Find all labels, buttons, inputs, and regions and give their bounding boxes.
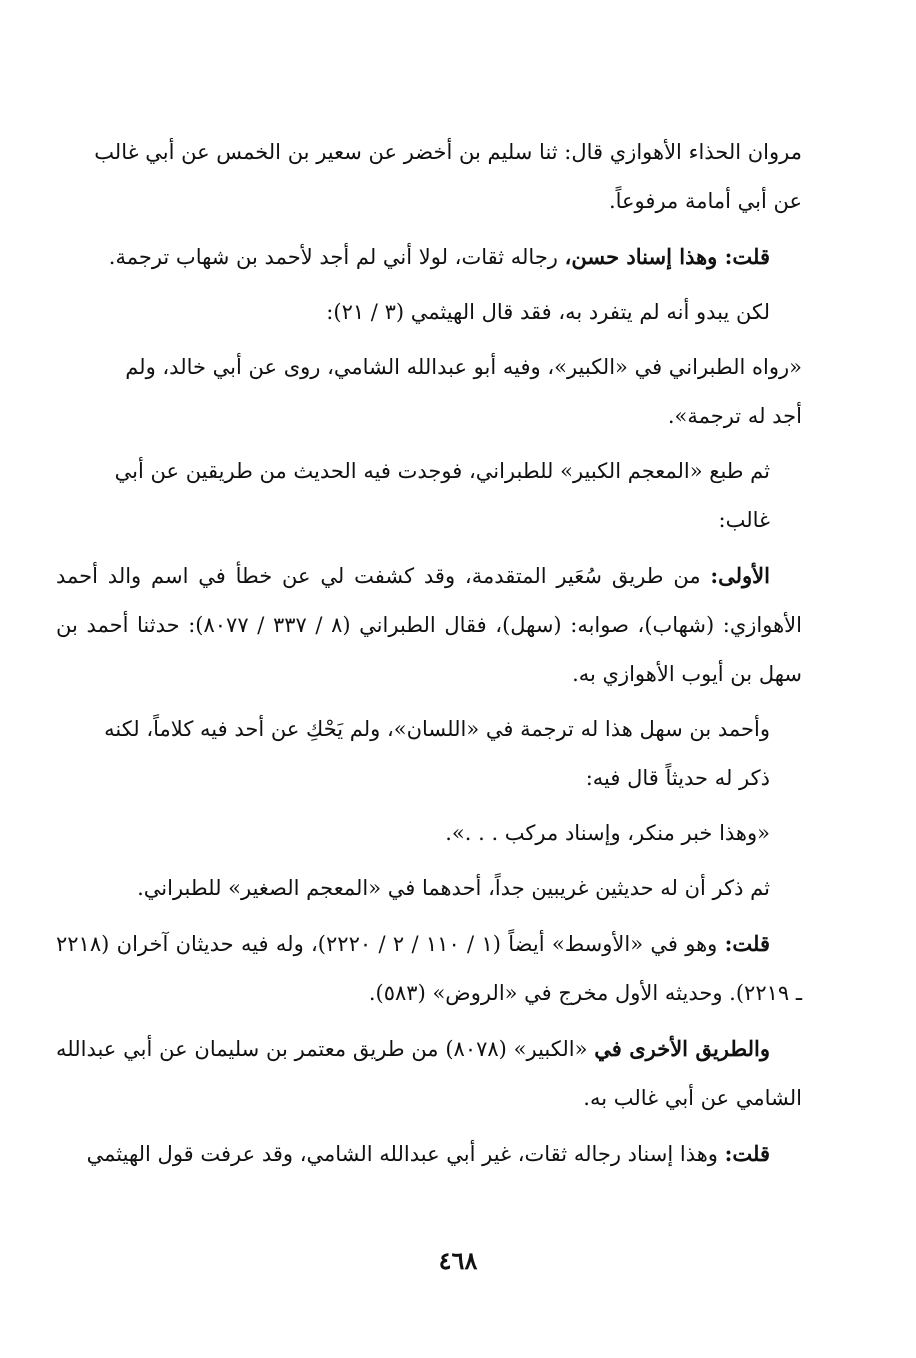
paragraph-line: «رواه الطبراني في «الكبير»، وفيه أبو عبدالله الشامي، روى عن أبي خالد، ولم	[125, 355, 802, 379]
paragraph-11	[56, 1024, 802, 1123]
paragraph-line: وأحمد بن سهل هذا له ترجمة في «اللسان»، ولم يَحْكِ عن أحد فيه كلاماً، لكنه	[104, 717, 770, 741]
paragraph-line: ذكر له حديثاً قال فيه:	[585, 766, 770, 790]
paragraph-2	[56, 232, 802, 282]
page-body-text	[56, 128, 802, 1185]
paragraph-line: أجد له ترجمة».	[667, 404, 802, 428]
bold-lead-text: قلت: وهذا إسناد حسن،	[564, 244, 770, 269]
bold-lead-text: والطريق الأخرى في	[594, 1036, 770, 1061]
paragraph-text: «الكبير» (٨٠٧٨) من طريق معتمر بن سليمان عن أبي عبدالله الشامي عن أبي غالب به.	[56, 1037, 802, 1110]
paragraph-9	[56, 864, 802, 913]
paragraph-text: وهو في «الأوسط» أيضاً (١ / ١١٠ / ٢ / ٢٢٢٠)، وله فيه حديثان آخران (٢٢١٨ ـ ٢٢١٩). وحديثه الأول مخرج في «الروض» (٥٨٣).	[56, 932, 802, 1005]
paragraph-line: لكن يبدو أنه لم يتفرد به، فقد قال الهيثمي (٣ / ٢١):	[326, 300, 770, 324]
bold-lead-text: قلت:	[724, 931, 771, 956]
paragraph-text: رجاله ثقات، لولا أني لم أجد لأحمد بن شهاب ترجمة.	[108, 245, 565, 269]
paragraph-line: ثم ذكر أن له حديثين غريبين جداً، أحدهما في «المعجم الصغير» للطبراني.	[137, 876, 770, 900]
paragraph-8-quote	[56, 809, 802, 858]
paragraph-12	[56, 1129, 802, 1179]
paragraph-line: عن أبي أمامة مرفوعاً.	[608, 189, 802, 213]
paragraph-6	[56, 551, 802, 699]
paragraph-line: غالب:	[718, 508, 770, 532]
bold-lead-text: الأولى:	[710, 563, 770, 588]
paragraph-4-quote	[56, 343, 802, 441]
paragraph-5	[56, 447, 802, 545]
paragraph-line: ثم طبع «المعجم الكبير» للطبراني، فوجدت فيه الحديث من طريقين عن أبي	[114, 459, 770, 483]
paragraph-text: من طريق سُعَير المتقدمة، وقد كشفت لي عن خطأ في اسم والد أحمد الأهوازي: (شهاب)، صوابه: (سهل)، فقال الطبراني (٨ / ٣٣٧ / ٨٠٧٧): حدثنا أحمد بن سهل بن أيوب الأهوازي به.	[56, 564, 802, 686]
paragraph-1	[56, 128, 802, 226]
paragraph-line: مروان الحذاء الأهوازي قال: ثنا سليم بن أخضر عن سعير بن الخمس عن أبي غالب	[94, 140, 802, 164]
bold-lead-text: قلت:	[724, 1141, 770, 1166]
paragraph-text: وهذا إسناد رجاله ثقات، غير أبي عبدالله الشامي، وقد عرفت قول الهيثمي	[86, 1142, 725, 1166]
page-number: ٤٦٨	[438, 1246, 478, 1275]
paragraph-3	[56, 288, 802, 337]
paragraph-line: «وهذا خبر منكر، وإسناد مركب . . .».	[445, 821, 770, 845]
paragraph-10	[56, 919, 802, 1018]
paragraph-7	[56, 705, 802, 803]
